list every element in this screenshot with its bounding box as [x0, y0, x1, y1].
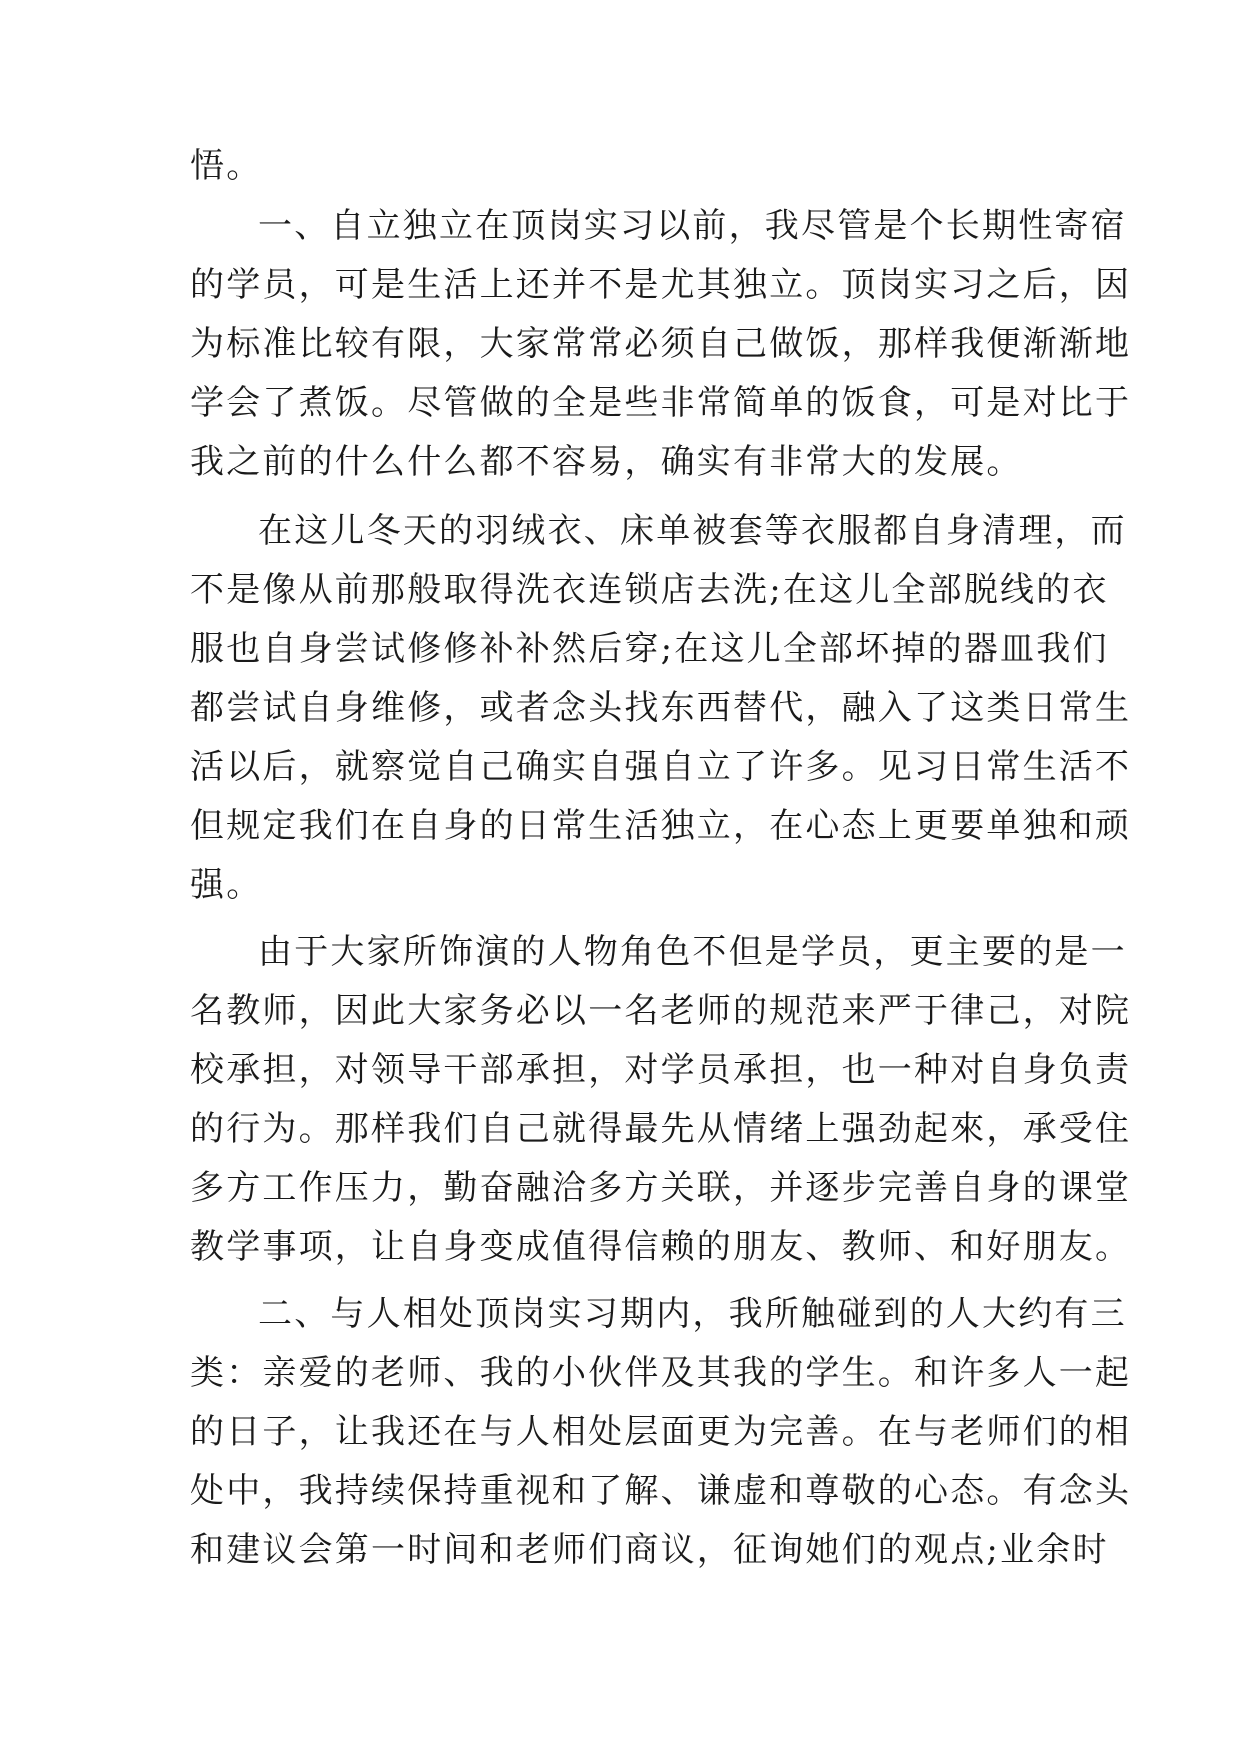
- paragraph-start-line: 二、与人相处顶岗实习期内，我所触碰到的人大约有三: [258, 1294, 1127, 1334]
- paragraph-start-line: 一、自立独立在顶岗实习以前，我尽管是个长期性寄宿: [258, 206, 1127, 246]
- text-line: 和建议会第一时间和老师们商议，征询她们的观点;业余时: [190, 1530, 1109, 1570]
- text-line: 校承担，对领导干部承担，对学员承担，也一种对自身负责: [190, 1050, 1132, 1090]
- text-line: 服也自身尝试修修补补然后穿;在这儿全部坏掉的器皿我们: [190, 629, 1109, 669]
- paragraph-start-line: 由于大家所饰演的人物角色不但是学员，更主要的是一: [258, 932, 1127, 972]
- paragraph-start-line: 在这儿冬天的羽绒衣、床单被套等衣服都自身清理，而: [258, 511, 1127, 551]
- text-line: 都尝试自身维修，或者念头找东西替代，融入了这类日常生: [190, 688, 1132, 728]
- text-line: 类：亲爱的老师、我的小伙伴及其我的学生。和许多人一起: [190, 1353, 1132, 1393]
- text-line: 强。: [190, 865, 263, 905]
- text-line: 悟。: [190, 146, 263, 186]
- text-line: 处中，我持续保持重视和了解、谦虚和尊敬的心态。有念头: [190, 1471, 1132, 1511]
- text-line: 但规定我们在自身的日常生活独立，在心态上更要单独和顽: [190, 806, 1132, 846]
- text-line: 的学员，可是生活上还并不是尤其独立。顶岗实习之后，因: [190, 265, 1132, 305]
- text-line: 学会了煮饭。尽管做的全是些非常简单的饭食，可是对比于: [190, 383, 1132, 423]
- text-line: 的日子，让我还在与人相处层面更为完善。在与老师们的相: [190, 1412, 1132, 1452]
- text-line: 活以后，就察觉自己确实自强自立了许多。见习日常生活不: [190, 747, 1132, 787]
- text-line: 不是像从前那般取得洗衣连锁店去洗;在这儿全部脱线的衣: [190, 570, 1109, 610]
- text-line: 我之前的什么什么都不容易，确实有非常大的发展。: [190, 442, 1023, 482]
- text-line: 为标准比较有限，大家常常必须自己做饭，那样我便渐渐地: [190, 324, 1132, 364]
- text-line: 名教师，因此大家务必以一名老师的规范来严于律己，对院: [190, 991, 1132, 1031]
- text-line: 教学事项，让自身变成值得信赖的朋友、教师、和好朋友。: [190, 1227, 1132, 1267]
- text-line: 的行为。那样我们自己就得最先从情绪上强劲起來，承受住: [190, 1109, 1132, 1149]
- text-line: 多方工作压力，勤奋融洽多方关联，并逐步完善自身的课堂: [190, 1168, 1132, 1208]
